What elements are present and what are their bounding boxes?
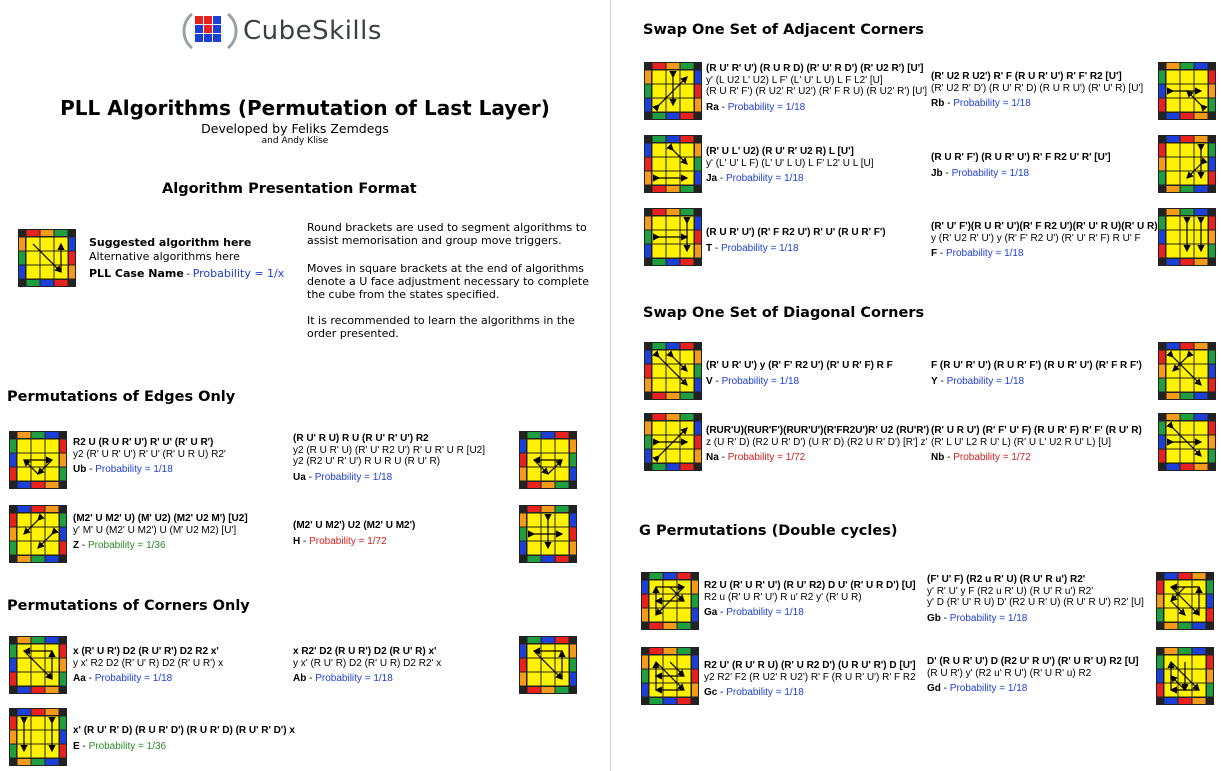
main-algorithm: (R' U2 R U2') R' F (R U R' U') R' F' R2 [U'] (931, 71, 1122, 82)
alg-block: (M2' U M2') U2 (M2' U M2') H - Probability = 1/72 (293, 520, 416, 547)
developed-by: Developed by Feliks Zemdegs (201, 121, 389, 136)
alg-block: x (R' U R') D2 (R U' R') D2 R2 x' y x' R2 D2 (R' U' R) D2 (R' U R') x Aa - Probability = 1/18 (73, 646, 224, 684)
main-algorithm: (R' U R U') (R' F' U' F) (R U R' F) R' F' (R U' R) (931, 425, 1142, 436)
alg-block: F (R U' R' U') (R U R' F') (R U R' U') (R' F R F') Y - Probability = 1/18 (931, 360, 1142, 387)
alg-block: R2 U (R U R' U') R' U' (R' U R') y2 (R' U R' U') R' U' (R' U R U) R2' Ub - Probability = 1/18 (73, 437, 226, 475)
alg-block: x R2' D2 (R U R') D2 (R U' R) x' y x' (R U' R) D2 (R' U R) D2 R2' x Ab - Probability = 1/18 (293, 646, 442, 684)
main-algorithm: (M2' U M2') U2 (M2' U M2') (293, 520, 416, 531)
section-corners: Permutations of Corners Only (7, 598, 250, 614)
cube-diagram (644, 208, 702, 266)
main-algorithm: (RUR'U)(RUR'F')(RUR'U')(R'FR2U')R' U2 (RU'R') (706, 425, 930, 436)
case-name: Gb (927, 612, 941, 624)
alt-algorithm: (R' U2 R' D') (R U' R' D) (R U R U') (R' U' R) [U'] (931, 82, 1144, 94)
alt-algorithm: R2 u (R' U R' U') R u' R2 y' (R' U R) (704, 591, 862, 603)
alt-algorithm: y' (L' U' L F) (L' U' L U) L F' L2' U L [U] (706, 157, 874, 169)
case-name: Na (706, 452, 719, 463)
format-note-1: Round brackets are used to segment algorithms to assist memorisation and group move triggers. (307, 221, 587, 247)
alt-algorithm: y x' R2 D2 (R' U' R) D2 (R' U R') x (73, 657, 224, 669)
case-name: Ub (73, 464, 87, 475)
legend-text: Suggested algorithm here Alternative algorithms here PLL Case Name - Probability = 1/x (89, 236, 285, 280)
case-name: Gd (927, 683, 941, 694)
alg-block: (R' U' F')(R U R' U')(R' F R2 U')(R' U' R U)(R' U R) y (R' U2 R' U') y (R' F' R2 U') (R' U' R' F) R U' F F - Probability = 1/18 (931, 221, 1158, 259)
case-name: F (931, 248, 938, 259)
case-name: E (73, 740, 80, 752)
main-algorithm: R2 U' (R U' R U) (R' U R2 D') (U R U' R') D [U'] (704, 660, 916, 671)
alg-block: (R' U R' U') y (R' F' R2 U') (R' U R' F) R F V - Probability = 1/18 (706, 360, 893, 387)
cube-diagram (1158, 413, 1216, 471)
alg-block: R2 U (R' U R' U') (R U' R2) D U' (R' U R D') [U] R2 u (R' U R' U') R u' R2 y' (R' U R) Ga - Probability = 1/18 (704, 580, 916, 618)
alg-block: (R' U L' U2) (R U' R' U2 R) L [U'] y' (L' U' L F) (L' U' L U) L F' L2' U L [U] Ja - Probability = 1/18 (706, 146, 874, 184)
case-name: T (706, 242, 713, 254)
cube-diagram (644, 342, 702, 400)
cube-diagram (641, 647, 699, 705)
main-algorithm: D' (R U R' U') D (R2 U' R U') (R' U R' U) R2 [U] (927, 656, 1139, 667)
alg-block: (R U' R' U') (R U R D) (R' U' R D') (R' U2 R') [U'] y' (L U2 L' U2) L F' (L' U' L U) L F L2' [U] (R U R' F') (R U2' R' U2') (R' F R U) (R U2' R') [U'] Ra - Probability = 1/18 (706, 63, 928, 113)
main-algorithm: (F' U' F) (R2 u R' U) (R U' R u') R2' (927, 574, 1086, 585)
alt-algorithm: y (R' U2 R' U') y (R' F' R2 U') (R' U' R' F) R U' F (931, 232, 1141, 244)
alg-block: (R U' R U) R U (R U' R' U') R2 y2 (R U R' U) (R' U' R2 U') R' U R' U R [U2] y2 (R2 U' R' U') R U R U (R U' R) Ua - Probability = 1/18 (293, 433, 486, 483)
alt-algorithm: Alternative algorithms here (89, 250, 240, 263)
cube-diagram (18, 229, 76, 287)
cube-diagram (1158, 62, 1216, 120)
alt-algorithm: y2 (R' U R' U') R' U' (R' U R U) R2' (73, 448, 226, 460)
alt-algorithm: (R U R') y' (R2 u' R U') (R' U R' u) R2 (927, 667, 1092, 679)
probability: Probability = 1/18 (946, 248, 1024, 259)
main-algorithm: x R2' D2 (R U R') D2 (R U' R) x' (293, 646, 437, 657)
case-name: Y (931, 375, 938, 387)
cube-diagram (519, 431, 577, 489)
main-algorithm: R2 U (R' U R' U') (R U' R2) D U' (R' U R D') [U] (704, 580, 916, 591)
alg-block: (R' U R U') (R' F' U' F) (R U R' F) R' F' (R U' R) (R' L U' L2 R U' L) (R' U L' U2 R U' L) [U] Nb - Probability = 1/72 (931, 425, 1142, 463)
probability: Probability = 1/18 (946, 375, 1025, 387)
probability: Probability = 1/36 (88, 540, 166, 551)
main-algorithm: x' (R U' R' D) (R U R' D') (R U R' D) (R U' R' D') x (73, 725, 295, 736)
alt-algorithm: (R U R' F') (R U2' R' U2') (R' F R U) (R U2' R') [U'] (706, 86, 928, 97)
case-name: V (706, 375, 713, 387)
case-name: Z (73, 540, 80, 551)
probability: Probability = 1/18 (727, 101, 806, 113)
cube-diagram (9, 431, 67, 489)
probability: Probability = 1/72 (309, 535, 387, 547)
main-algorithm: (R' U R' U') y (R' F' R2 U') (R' U R' F) R F (706, 360, 893, 371)
alg-block: (R U R' U') (R' F R2 U') R' U' (R U R' F') T - Probability = 1/18 (706, 227, 886, 254)
format-note-2: Moves in square brackets at the end of algorithms denote a U face adjustment necessary to complete the cube from the states specified. (307, 262, 590, 301)
probability: Probability = 1/18 (951, 167, 1030, 179)
alg-block: R2 U' (R U' R U) (R' U R2 D') (U R U' R') D [U'] y2 R2' F2 (R U2' R U2') R' F (R U R' U') R' F R2 Gc - Probability = 1/18 (704, 660, 916, 698)
main-algorithm: (R U R' F') (R U R' U') R' F R2 U' R' [U'] (931, 152, 1111, 163)
main-algorithm: (R U' R U) R U (R U' R' U') R2 (293, 433, 429, 444)
alt-algorithm: y' D (R' U' R U) D' (R2 U R' U) (R U' R U') R2' [U] (927, 597, 1144, 608)
main-algorithm: (R U' R' U') (R U R D) (R' U' R D') (R' U2 R') [U'] (706, 63, 924, 74)
case-name: Ab (293, 673, 307, 684)
format-heading: Algorithm Presentation Format (162, 181, 417, 197)
alt-algorithm: z (U R' D) (R2 U R' D') (U R' D) (R2 U R' D') [R'] z' (706, 436, 928, 448)
main-algorithm: F (R U' R' U') (R U R' F') (R U R' U') (R' F R F') (931, 360, 1142, 371)
probability: Probability = 1/18 (726, 173, 804, 184)
cube-diagram (9, 636, 67, 694)
cube-diagram (519, 505, 577, 563)
alg-block: (M2' U M2' U) (M' U2) (M2' U2 M') [U2] y' M' U (M2' U M2') U (M' U2 M2) [U'] Z - Probability = 1/36 (73, 513, 248, 551)
cube-diagram (1158, 208, 1216, 266)
case-name: Gc (704, 687, 718, 698)
cube-diagram (644, 135, 702, 193)
case-name: Jb (931, 167, 943, 179)
logo (180, 6, 420, 56)
cube-diagram (641, 572, 699, 630)
case-name: Ja (706, 173, 718, 184)
case-name: H (293, 535, 301, 547)
probability: Probability = 1/18 (314, 471, 393, 483)
cube-diagram (519, 636, 577, 694)
main-algorithm: Suggested algorithm here (89, 236, 252, 249)
section-g: G Permutations (Double cycles) (639, 523, 898, 539)
case-name: Ua (293, 471, 306, 483)
main-algorithm: (R U R' U') (R' F R2 U') R' U' (R U R' F') (706, 227, 886, 238)
cube-diagram (1156, 572, 1214, 630)
alg-block: D' (R U R' U') D (R2 U' R U') (R' U R' U) R2 [U] (R U R') y' (R2 u' R U') (R' U R' u) R2 Gd - Probability = 1/18 (927, 656, 1139, 694)
case-name: Ga (704, 607, 718, 618)
probability: Probability = 1/72 (953, 452, 1031, 463)
case-name: Ra (706, 101, 719, 113)
alt-algorithm: (R' L U' L2 R U' L) (R' U L' U2 R U' L) [U] (931, 436, 1112, 448)
alg-block: (R' U2 R U2') R' F (R U R' U') R' F' R2 [U'] (R' U2 R' D') (R U' R' D) (R U R U') (R' U' R) [U'] Rb - Probability = 1/18 (931, 71, 1144, 109)
cube-diagram (9, 505, 67, 563)
case-name: Nb (931, 452, 945, 463)
case-name: Rb (931, 98, 945, 109)
main-algorithm: x (R' U R') D2 (R U' R') D2 R2 x' (73, 646, 219, 657)
alt-algorithm: y' (L U2 L' U2) L F' (L' U' L U) L F L2' [U] (706, 74, 883, 86)
page-title: PLL Algorithms (Permutation of Last Layer) (60, 96, 550, 120)
alg-block: (RUR'U)(RUR'F')(RUR'U')(R'FR2U')R' U2 (RU'R') z (U R' D) (R2 U R' D') (U R' D) (R2 U R' D') [R'] z' Na - Probability = 1/72 (706, 425, 930, 463)
co-author: and Andy Klise (261, 136, 329, 146)
rubiks-cube-logo-icon (180, 6, 240, 56)
cube-diagram (1158, 135, 1216, 193)
probability: Probability = 1/18 (315, 673, 393, 684)
cube-diagram (9, 708, 67, 766)
cube-diagram (1156, 647, 1214, 705)
probability: Probability = 1/72 (727, 452, 806, 463)
alg-block: (F' U' F) (R2 u R' U) (R U' R u') R2' y' R' U' y F (R2 u R' U) (R U' R u') R2' y' D (R' U' R U) D' (R2 U R' U) (R U' R U') R2' [U] Gb - Probability = 1/18 (927, 574, 1144, 624)
probability: Probability = 1/18 (721, 242, 799, 254)
alt-algorithm: y' M' U (M2' U M2') U (M' U2 M2) [U'] (73, 524, 237, 536)
main-algorithm: (R' U L' U2) (R U' R' U2 R) L [U'] (706, 146, 854, 157)
probability: Probability = 1/18 (726, 607, 804, 618)
alt-algorithm: y' R' U' y F (R2 u R' U) (R U' R u') R2' (927, 585, 1094, 597)
alg-block: (R U R' F') (R U R' U') R' F R2 U' R' [U'] Jb - Probability = 1/18 (931, 152, 1111, 179)
case-name: PLL Case Name (89, 267, 184, 280)
section-diagonal: Swap One Set of Diagonal Corners (643, 305, 925, 321)
probability: Probability = 1/18 (95, 464, 173, 475)
probability: Probability = 1/18 (94, 673, 173, 684)
probability: Probability = 1/36 (88, 740, 167, 752)
main-algorithm: (R' U' F')(R U R' U')(R' F R2 U')(R' U' R U)(R' U R) (931, 221, 1158, 232)
alt-algorithm: y2 (R U R' U) (R' U' R2 U') R' U R' U R [U2] (293, 444, 486, 456)
main-algorithm: R2 U (R U R' U') R' U' (R' U R') (73, 437, 214, 448)
alt-algorithm: y2 (R2 U' R' U') R U R U (R U' R) (293, 456, 441, 467)
probability: Probability = 1/18 (726, 687, 804, 698)
probability: Probability = 1/18 (721, 375, 800, 387)
probability: Probability = 1/18 (949, 683, 1028, 694)
probability: Probability = 1/18 (949, 612, 1028, 624)
page-divider (610, 0, 611, 771)
alt-algorithm: y2 R2' F2 (R U2' R U2') R' F (R U R' U') R' F R2 (704, 671, 916, 683)
section-adjacent: Swap One Set of Adjacent Corners (643, 22, 924, 38)
case-name: Aa (73, 673, 86, 684)
section-edges: Permutations of Edges Only (7, 389, 236, 405)
format-note-3: It is recommended to learn the algorithms in the order presented. (307, 314, 575, 340)
cube-diagram (644, 413, 702, 471)
cube-diagram (644, 62, 702, 120)
alt-algorithm: y x' (R U' R) D2 (R' U R) D2 R2' x (293, 657, 442, 669)
probability: Probability = 1/x (192, 267, 285, 280)
logo-text: CubeSkills (243, 16, 382, 46)
main-algorithm: (M2' U M2' U) (M' U2) (M2' U2 M') [U2] (73, 513, 248, 524)
alg-block: x' (R U' R' D) (R U R' D') (R U R' D) (R U' R' D') x E - Probability = 1/36 (73, 725, 295, 752)
probability: Probability = 1/18 (953, 98, 1031, 109)
cube-diagram (1158, 342, 1216, 400)
